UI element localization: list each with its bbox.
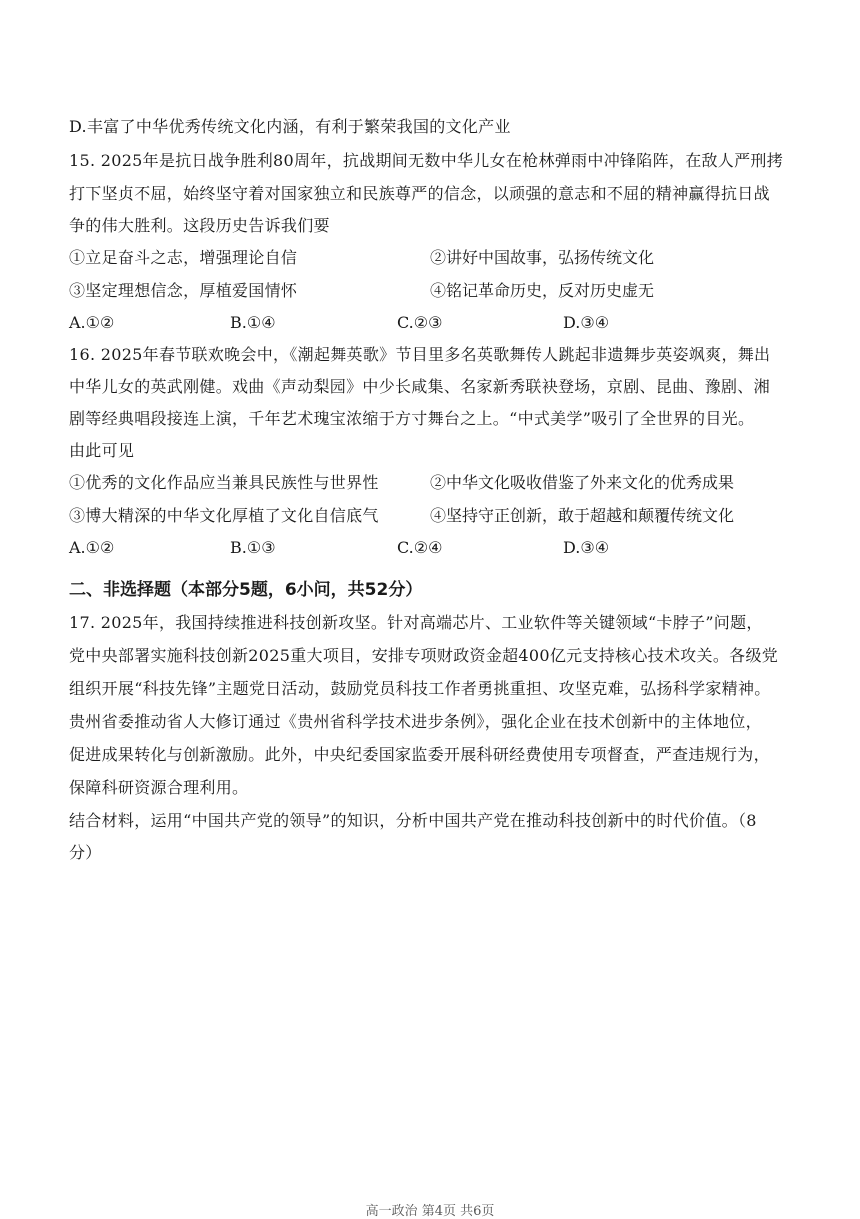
q15-choice-b: B.①④ <box>230 313 276 332</box>
q16-choice-c: C.②④ <box>397 538 443 557</box>
q16-item-4: ④坚持守正创新，敢于超越和颠覆传统文化 <box>430 506 735 525</box>
q15-item-3: ③坚定理想信念，厚植爱国情怀 <box>69 281 298 300</box>
q17-material-line: 贵州省委推动省人大修订通过《贵州省科学技术进步条例》，强化企业在技术创新中的主体地位， <box>69 712 762 731</box>
q17-material-line: 组织开展“科技先锋”主题党日活动，鼓励党员科技工作者勇挑重担、攻坚克难，弘扬科学家精神。 <box>69 679 771 698</box>
q15-stem-line: 15. 2025年是抗日战争胜利80周年，抗战期间无数中华儿女在枪林弹雨中冲锋陷阵，在敌人严刑拷 <box>69 151 784 170</box>
q15-choice-d: D.③④ <box>563 313 610 332</box>
q16-item-1: ①优秀的文化作品应当兼具民族性与世界性 <box>69 473 379 492</box>
q16-choice-d: D.③④ <box>563 538 610 557</box>
q16-item-3: ③博大精深的中华文化厚植了文化自信底气 <box>69 506 379 525</box>
q16-choice-a: A.①② <box>69 538 115 557</box>
q15-stem-line: 打下坚贞不屈，始终坚守着对国家独立和民族尊严的信念，以顽强的意志和不屈的精神赢得抗日战 <box>69 184 770 203</box>
page-footer: 高一政治 第4页 共6页 <box>365 1204 495 1219</box>
q16-stem-line: 由此可见 <box>69 441 135 460</box>
section-heading: 二、非选择题（本部分5题，6小问，共52分） <box>69 580 423 600</box>
q15-item-2: ②讲好中国故事，弘扬传统文化 <box>430 248 655 267</box>
q16-stem-line: 剧等经典唱段接连上演，千年艺术瑰宝浓缩于方寸舞台之上。“中式美学”吸引了全世界的目光。 <box>69 409 755 428</box>
q16-stem-line: 16. 2025年春节联欢晚会中，《潮起舞英歌》节目里多名英歌舞传人跳起非遗舞步英姿飒爽，舞出 <box>69 345 771 364</box>
q17-question-line: 分） <box>69 843 102 862</box>
q16-stem-line: 中华儿女的英武刚健。戏曲《声动梨园》中少长咸集、名家新秀联袂登场，京剧、昆曲、豫剧、湘 <box>69 377 770 396</box>
q15-choice-a: A.①② <box>69 313 115 332</box>
q17-material-line: 保障科研资源合理利用。 <box>69 778 249 797</box>
q14-option-d: D.丰富了中华优秀传统文化内涵，有利于繁荣我国的文化产业 <box>69 117 511 136</box>
q15-item-4: ④铭记革命历史，反对历史虚无 <box>430 281 655 300</box>
q16-choice-b: B.①③ <box>230 538 276 557</box>
q17-material-line: 党中央部署实施科技创新2025重大项目，安排专项财政资金超400亿元支持核心技术攻关。各级党 <box>69 646 779 665</box>
q17-material-line: 17. 2025年，我国持续推进科技创新攻坚。针对高端芯片、工业软件等关键领域“卡脖子”问题， <box>69 613 763 632</box>
q17-question-line: 结合材料，运用“中国共产党的领导”的知识，分析中国共产党在推动科技创新中的时代价值。（8 <box>69 811 757 830</box>
q15-item-1: ①立足奋斗之志，增强理论自信 <box>69 248 298 267</box>
q16-item-2: ②中华文化吸收借鉴了外来文化的优秀成果 <box>430 473 735 492</box>
q17-material-line: 促进成果转化与创新激励。此外，中央纪委国家监委开展科研经费使用专项督查，严查违规行为， <box>69 745 770 764</box>
q15-stem-line: 争的伟大胜利。这段历史告诉我们要 <box>69 216 330 235</box>
q15-choice-c: C.②③ <box>397 313 443 332</box>
